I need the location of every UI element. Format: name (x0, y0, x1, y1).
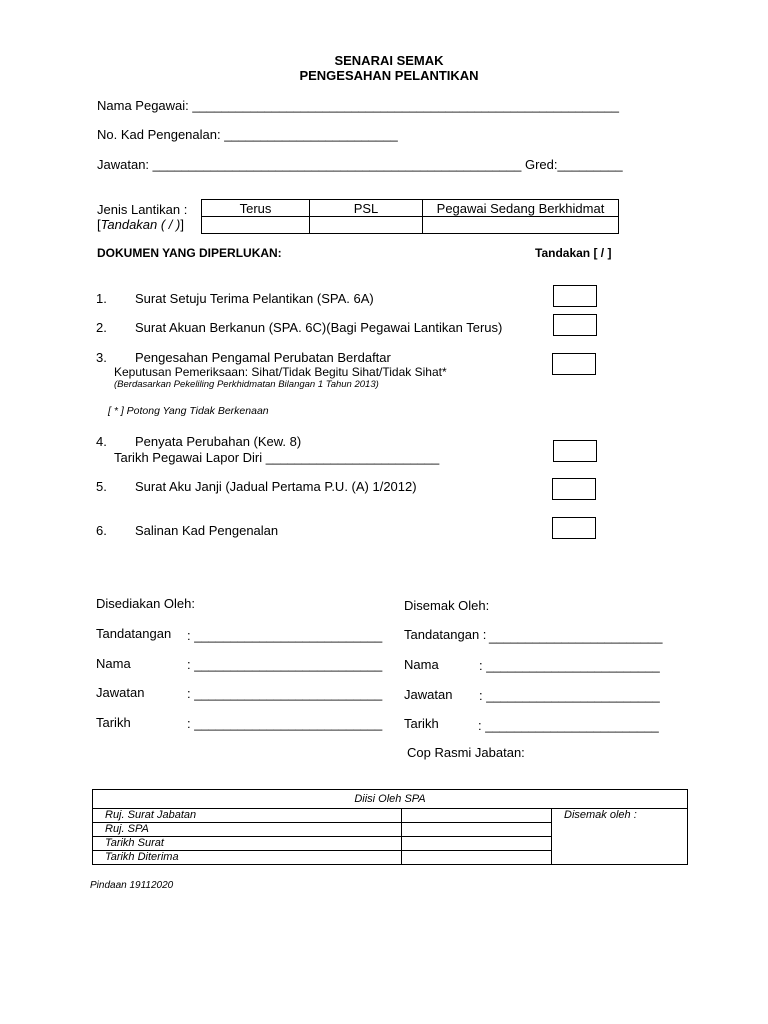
jawatan-gred-field[interactable]: Jawatan: ___________________________________________________ Gred:_________ (97, 157, 623, 172)
jenis-tick-terus[interactable] (202, 217, 310, 234)
tandakan-instruction: [Tandakan ( / )] (97, 217, 184, 232)
disediakan-nama-label: Nama (96, 656, 131, 671)
disediakan-jawatan-label: Jawatan (96, 685, 145, 700)
cop-rasmi-label: Cop Rasmi Jabatan: (407, 745, 525, 760)
disemak-heading: Disemak Oleh: (404, 598, 490, 613)
jenis-col-pegawai-sedang-berkhidmat: Pegawai Sedang Berkhidmat (423, 200, 619, 217)
spa-row-value-ruj-spa[interactable] (402, 823, 552, 837)
disediakan-tandatangan-line[interactable]: : __________________________ (187, 628, 383, 643)
doc-item-2-checkbox[interactable] (553, 314, 597, 336)
form-title-line1: SENARAI SEMAK (334, 53, 444, 68)
doc-item-2-number: 2. (96, 320, 107, 335)
nama-pegawai-field[interactable]: Nama Pegawai: ___________________________________________________________ (97, 98, 619, 113)
disemak-jawatan-line[interactable]: : ________________________ (479, 688, 660, 703)
disediakan-tarikh-line[interactable]: : __________________________ (187, 716, 383, 731)
doc-item-5-number: 5. (96, 479, 107, 494)
jenis-col-psl: PSL (310, 200, 423, 217)
no-kad-pengenalan-field[interactable]: No. Kad Pengenalan: ________________________ (97, 127, 398, 142)
jenis-lantikan-table (201, 199, 619, 234)
spa-row-label-ruj-surat-jabatan: Ruj. Surat Jabatan (93, 809, 402, 823)
doc-item-1-checkbox[interactable] (553, 285, 597, 307)
jenis-col-terus: Terus (202, 200, 310, 217)
doc-item-6-number: 6. (96, 523, 107, 538)
spa-row-label-tarikh-surat: Tarikh Surat (93, 837, 402, 851)
doc-item-6-checkbox[interactable] (552, 517, 596, 539)
disediakan-nama-line[interactable]: : __________________________ (187, 657, 383, 672)
doc-item-1-text: Surat Setuju Terima Pelantikan (SPA. 6A) (135, 291, 374, 306)
jenis-tick-pegawai-sedang-berkhidmat[interactable] (423, 217, 619, 234)
doc-item-4-number: 4. (96, 434, 107, 449)
doc-item-3-subtext: Keputusan Pemeriksaan: Sihat/Tidak Begitu Sihat/Tidak Sihat* (114, 365, 447, 379)
jenis-tick-psl[interactable] (310, 217, 423, 234)
jenis-lantikan-label: Jenis Lantikan : (97, 202, 188, 217)
tarikh-lapor-diri-field[interactable]: Tarikh Pegawai Lapor Diri ________________________ (114, 450, 440, 465)
disemak-tandatangan-line[interactable]: ________________________ (489, 629, 663, 644)
doc-item-3-text: Pengesahan Pengamal Perubatan Berdaftar (135, 350, 391, 365)
doc-item-4-checkbox[interactable] (553, 440, 597, 462)
doc-item-4-text: Penyata Perubahan (Kew. 8) (135, 434, 302, 449)
spa-table-header: Diisi Oleh SPA (93, 790, 688, 809)
disediakan-jawatan-line[interactable]: : __________________________ (187, 686, 383, 701)
spa-row-label-ruj-spa: Ruj. SPA (93, 823, 402, 837)
disediakan-tandatangan-label: Tandatangan (96, 626, 172, 641)
doc-item-5-checkbox[interactable] (552, 478, 596, 500)
doc-item-1-number: 1. (96, 291, 107, 306)
disemak-jawatan-label: Jawatan (404, 687, 453, 702)
form-title-line2: PENGESAHAN PELANTIKAN (299, 68, 479, 83)
doc-item-3-checkbox[interactable] (552, 353, 596, 375)
tandakan-heading: Tandakan [ / ] (535, 246, 612, 260)
spa-row-label-tarikh-diterima: Tarikh Diterima (93, 851, 402, 865)
disediakan-tarikh-label: Tarikh (96, 715, 131, 730)
dokumen-heading: DOKUMEN YANG DIPERLUKAN: (97, 246, 282, 260)
spa-row-value-tarikh-diterima[interactable] (402, 851, 552, 865)
spa-row-value-ruj-surat-jabatan[interactable] (402, 809, 552, 823)
pindaan-footer: Pindaan 19112020 (90, 880, 174, 891)
disemak-tarikh-line[interactable]: : ________________________ (478, 718, 659, 733)
disemak-tandatangan-label: Tandatangan : (404, 627, 487, 642)
disemak-nama-line[interactable]: : ________________________ (479, 658, 660, 673)
spa-row-value-tarikh-surat[interactable] (402, 837, 552, 851)
disemak-tarikh-label: Tarikh (404, 716, 439, 731)
disediakan-heading: Disediakan Oleh: (96, 596, 195, 611)
doc-item-3-note: (Berdasarkan Pekeliling Perkhidmatan Bilangan 1 Tahun 2013) (114, 379, 379, 390)
doc-item-2-text: Surat Akuan Berkanun (SPA. 6C)(Bagi Pegawai Lantikan Terus) (135, 320, 503, 335)
spa-table (92, 789, 688, 865)
potong-footnote: [ * ] Potong Yang Tidak Berkenaan (108, 405, 269, 417)
doc-item-3-number: 3. (96, 350, 107, 365)
doc-item-5-text: Surat Aku Janji (Jadual Pertama P.U. (A) 1/2012) (135, 479, 417, 494)
doc-item-6-text: Salinan Kad Pengenalan (135, 523, 279, 538)
spa-disemak-oleh[interactable]: Disemak oleh : (552, 809, 688, 865)
disemak-nama-label: Nama (404, 657, 439, 672)
